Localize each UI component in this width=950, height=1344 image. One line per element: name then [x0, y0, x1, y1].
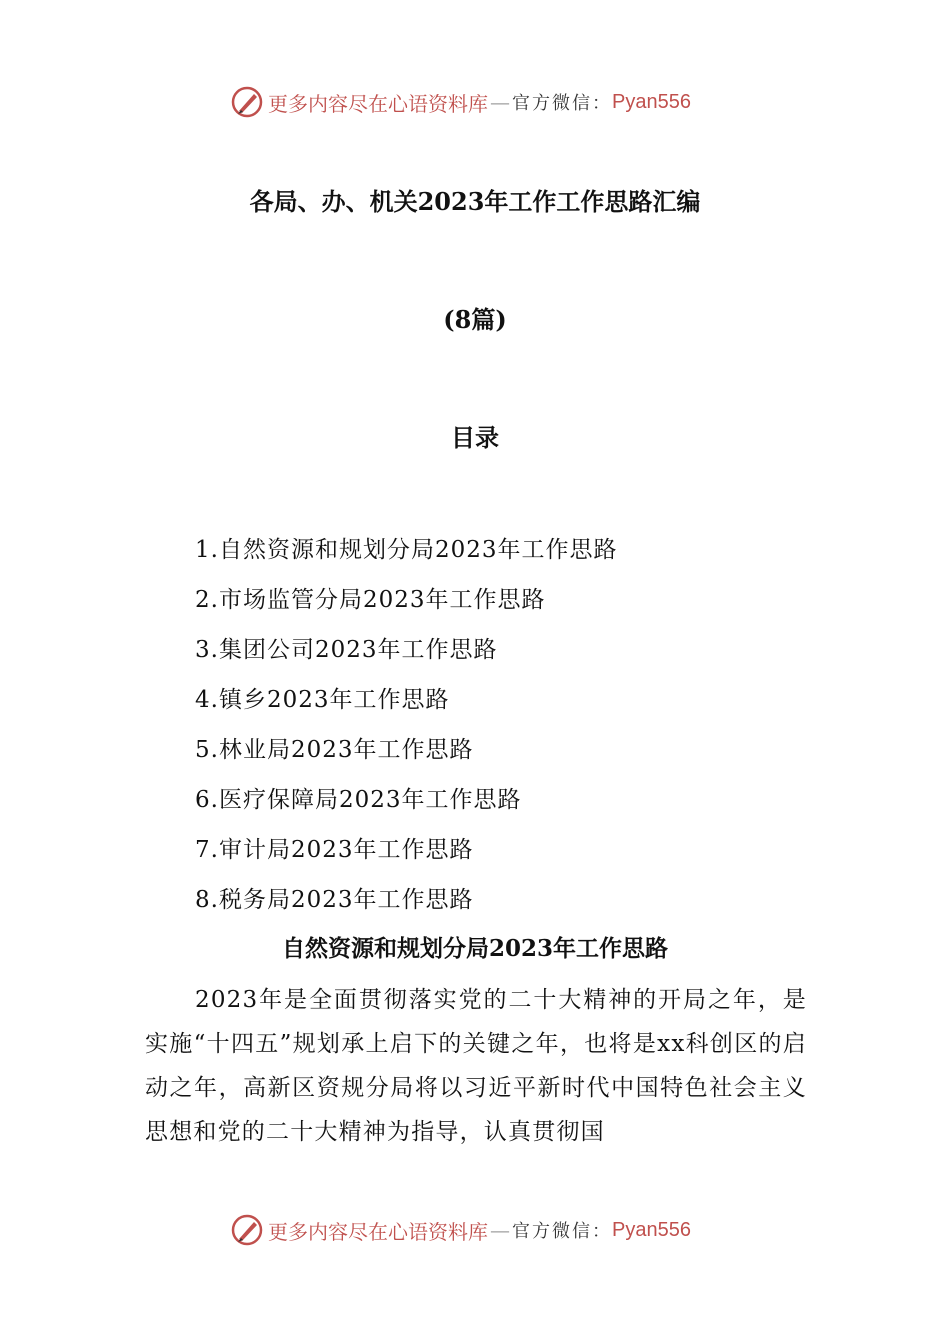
- pen-logo-icon: [230, 1213, 264, 1247]
- toc-item: 1.自然资源和规划分局2023年工作思路: [195, 537, 618, 563]
- body-paragraph: 2023年是全面贯彻落实党的二十大精神的开局之年，是实施“十四五”规划承上启下的关键之年，也将是xx科创区的启动之年，高新区资规分局将以习近平新时代中国特色社会主义思想和党的二十大精神为指导，认真贯彻国: [145, 987, 807, 1145]
- toc-heading: 目录: [451, 423, 499, 452]
- watermark-label: 官方微信：: [512, 1221, 612, 1242]
- document-title: 各局、办、机关2023年工作工作思路汇编: [249, 187, 701, 216]
- watermark-brand: 更多内容尽在心语资料库: [268, 91, 488, 116]
- footer-watermark: [230, 1210, 691, 1250]
- watermark-label: 官方微信：: [512, 93, 612, 114]
- watermark-separator: —: [490, 1218, 510, 1242]
- watermark-wechat-id: Pyan556: [612, 1218, 691, 1241]
- toc-item: 2.市场监管分局2023年工作思路: [195, 587, 546, 613]
- header-watermark: [230, 82, 691, 122]
- table-of-contents: [195, 533, 617, 933]
- toc-item: 7.审计局2023年工作思路: [195, 837, 474, 863]
- document-count: (8篇): [443, 305, 507, 334]
- watermark-wechat-id: Pyan556: [612, 90, 691, 113]
- pen-logo-icon: [230, 85, 264, 119]
- toc-item: 3.集团公司2023年工作思路: [195, 637, 498, 663]
- watermark-separator: —: [490, 90, 510, 114]
- toc-item: 4.镇乡2023年工作思路: [195, 687, 450, 713]
- toc-item: 6.医疗保障局2023年工作思路: [195, 787, 522, 813]
- toc-item: 5.林业局2023年工作思路: [195, 737, 474, 763]
- watermark-brand: 更多内容尽在心语资料库: [268, 1219, 488, 1244]
- toc-item: 8.税务局2023年工作思路: [195, 887, 474, 913]
- section-title: 自然资源和规划分局2023年工作思路: [281, 935, 668, 962]
